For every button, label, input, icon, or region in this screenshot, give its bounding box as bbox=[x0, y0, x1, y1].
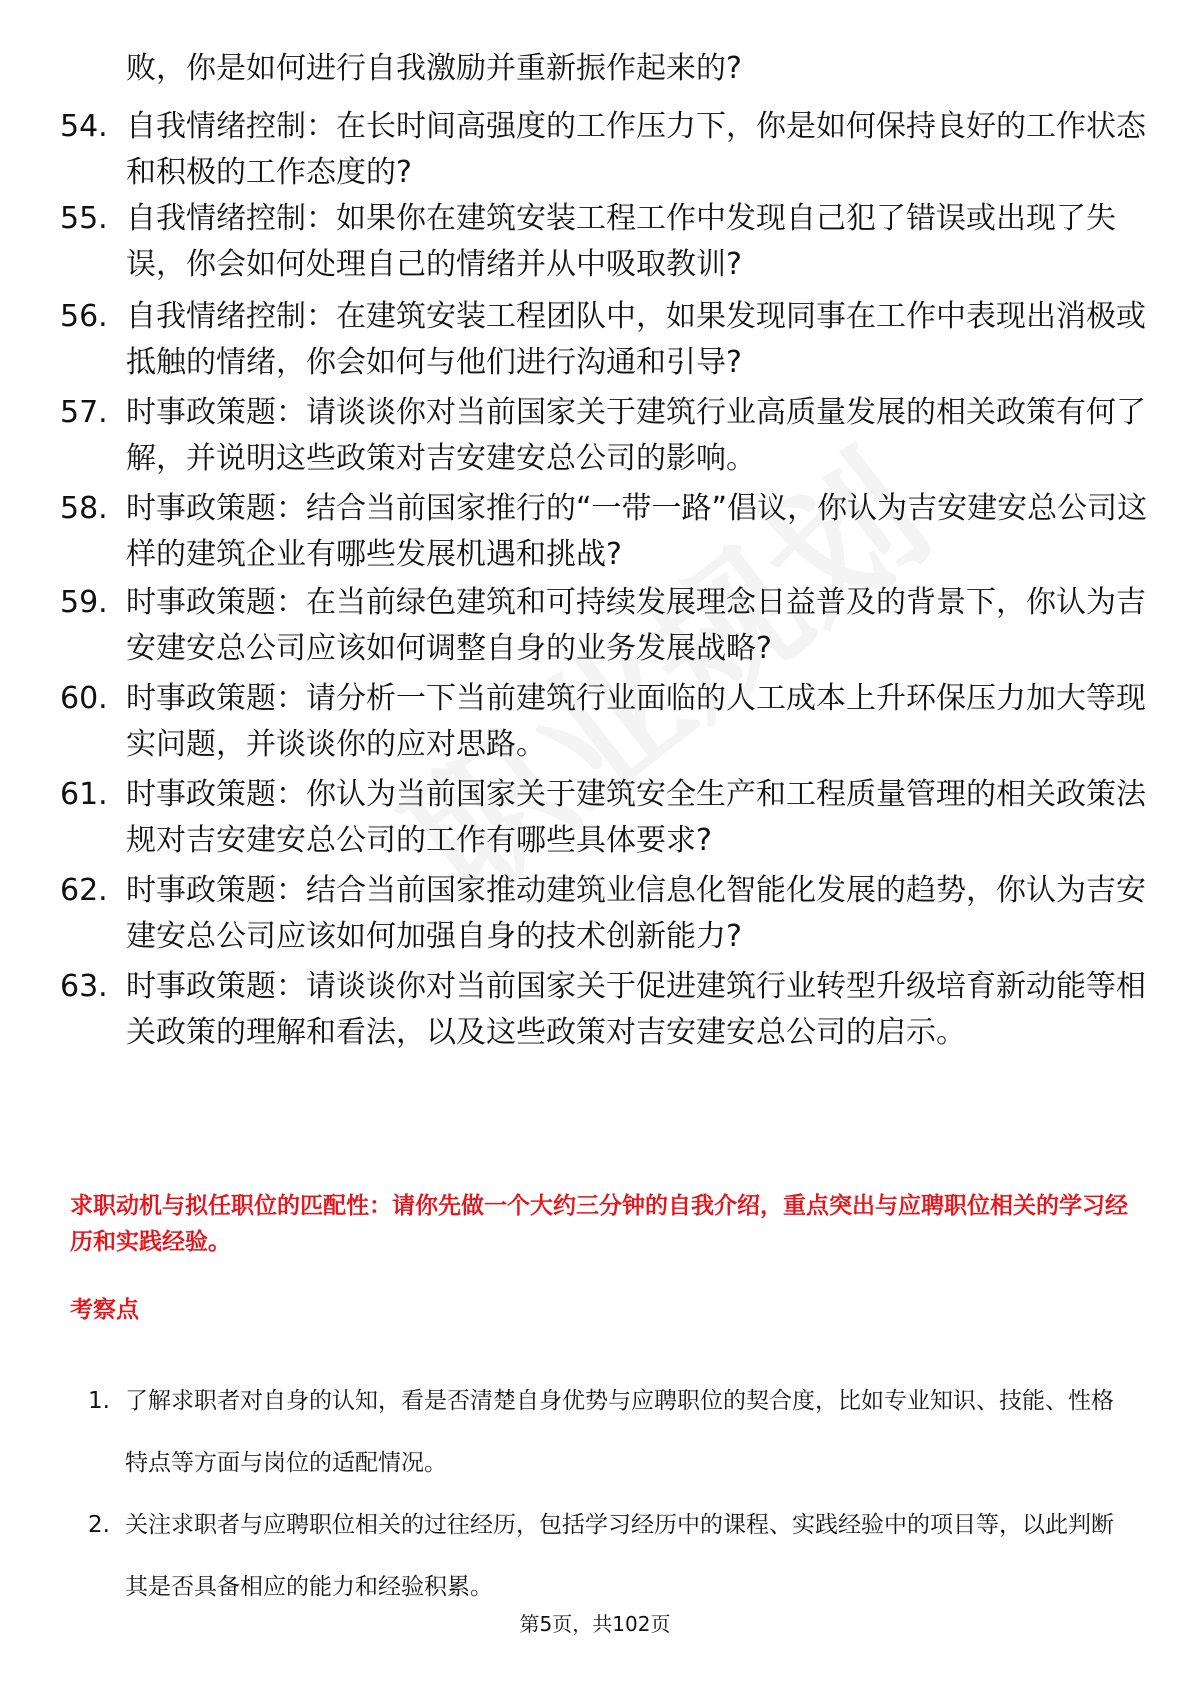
question-number: 57. bbox=[60, 395, 108, 430]
question-number: 58. bbox=[60, 491, 108, 526]
question-text: 时事政策题：请谈谈你对当前国家关于建筑行业高质量发展的相关政策有何了解，并说明这些政策对吉安建安总公司的影响。 bbox=[126, 395, 1146, 476]
question-text: 时事政策题：在当前绿色建筑和可持续发展理念日益普及的背景下，你认为吉安建安总公司应该如何调整自身的业务发展战略? bbox=[126, 585, 1146, 666]
page-footer: 第5页，共102页 bbox=[519, 1612, 671, 1636]
question-text: 时事政策题：结合当前国家推动建筑业信息化智能化发展的趋势，你认为吉安建安总公司应该如何加强自身的技术创新能力? bbox=[126, 873, 1146, 954]
question-number: 60. bbox=[60, 681, 108, 716]
question-number: 63. bbox=[60, 969, 108, 1004]
point-text: 了解求职者对自身的认知，看是否清楚自身优势与应聘职位的契合度，比如专业知识、技能、性格特点等方面与岗位的适配情况。 bbox=[125, 1388, 1114, 1476]
question-text: 时事政策题：结合当前国家推行的“一带一路”倡议，你认为吉安建安总公司这样的建筑企业有哪些发展机遇和挑战? bbox=[126, 491, 1148, 572]
point-number: 2. bbox=[88, 1512, 110, 1538]
section-title: 考察点 bbox=[70, 1297, 139, 1323]
question-text: 自我情绪控制：在长时间高强度的工作压力下，你是如何保持良好的工作状态和积极的工作态度的? bbox=[126, 109, 1146, 190]
question-text: 时事政策题：你认为当前国家关于建筑安全生产和工程质量管理的相关政策法规对吉安建安总公司的工作有哪些具体要求? bbox=[126, 777, 1146, 858]
point-number: 1. bbox=[88, 1388, 110, 1414]
question-text: 时事政策题：请分析一下当前建筑行业面临的人工成本上升环保压力加大等现实问题，并谈谈你的应对思路。 bbox=[126, 681, 1146, 762]
point-text: 关注求职者与应聘职位相关的过往经历，包括学习经历中的课程、实践经验中的项目等，以此判断其是否具备相应的能力和经验积累。 bbox=[125, 1512, 1114, 1600]
question-text: 自我情绪控制：如果你在建筑安装工程工作中发现自己犯了错误或出现了失误，你会如何处理自己的情绪并从中吸取教训? bbox=[126, 201, 1116, 282]
question-number: 56. bbox=[60, 299, 108, 334]
highlight-question: 求职动机与拟任职位的匹配性：请你先做一个大约三分钟的自我介绍，重点突出与应聘职位相关的学习经历和实践经验。 bbox=[70, 1193, 1128, 1255]
question-text: 时事政策题：请谈谈你对当前国家关于促进建筑行业转型升级培育新动能等相关政策的理解和看法，以及这些政策对吉安建安总公司的启示。 bbox=[126, 969, 1146, 1050]
question-number: 54. bbox=[60, 109, 108, 144]
question-number: 59. bbox=[60, 585, 108, 620]
continuation-line: 败，你是如何进行自我激励并重新振作起来的? bbox=[126, 51, 742, 86]
question-number: 61. bbox=[60, 777, 108, 812]
question-number: 55. bbox=[60, 201, 108, 236]
question-text: 自我情绪控制：在建筑安装工程团队中，如果发现同事在工作中表现出消极或抵触的情绪，你会如何与他们进行沟通和引导? bbox=[126, 299, 1146, 380]
question-number: 62. bbox=[60, 873, 108, 908]
